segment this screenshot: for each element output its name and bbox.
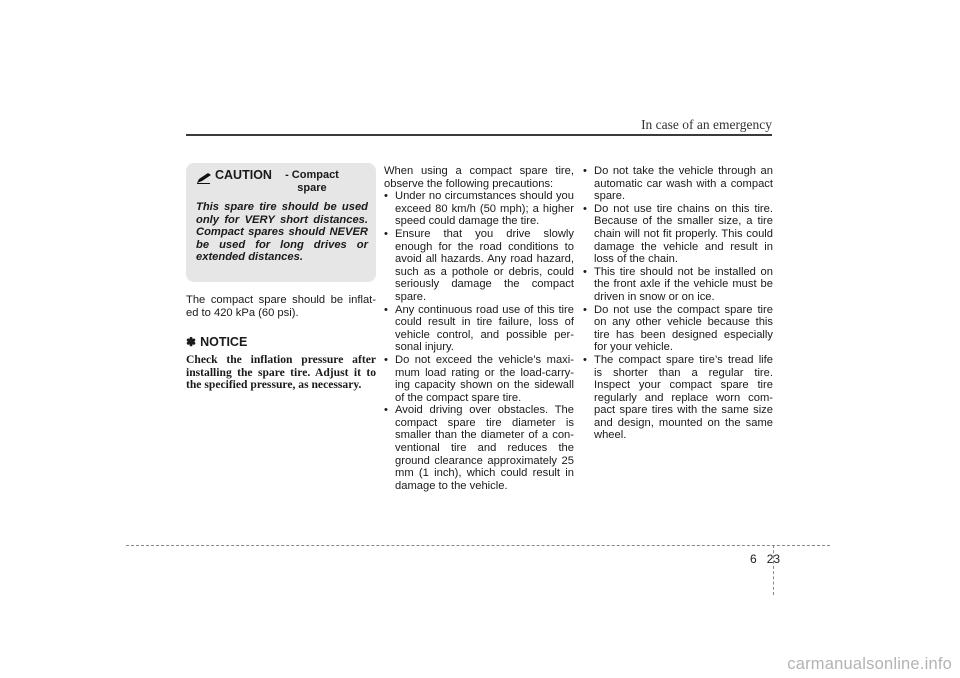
caution-label: CAUTION (215, 168, 272, 182)
list-item: • Ensure that you drive slowly enough for the road conditions to avoid all hazards. Any road hazard, such as a pothole or debris, could seriously damage the compact spare. (384, 228, 574, 304)
list-item: • Do not use the compact spare tire on any other vehicle because this tire has been designed especially for your vehicle. (583, 304, 773, 354)
caution-box (186, 163, 376, 282)
chapter-number: 6 (750, 552, 757, 566)
list-item: • Do not exceed the vehicle’s maxi-mum load rating or the load-carry-ing capacity shown on the sidewall of the compact spare tire. (384, 354, 574, 404)
notice-header (186, 336, 376, 349)
precautions-intro: When using a compact spare tire, observe the following precautions: (384, 165, 574, 190)
header-rule (186, 134, 772, 136)
precautions-list (384, 190, 574, 492)
list-item: • Any continuous road use of this tire could result in tire failure, loss of vehicle control, and possible per-sonal injury. (384, 304, 574, 354)
page-number-value: 23 (766, 552, 781, 566)
caution-header (196, 169, 368, 194)
column-right (583, 165, 773, 442)
list-item: • Avoid driving over obstacles. The compact spare tire diameter is smaller than the diameter of a con-ventional tire and reduces the ground clearance approximately 25 mm (1 inch), which could result in damage to the vehicle. (384, 404, 574, 492)
pencil-icon (196, 172, 212, 184)
caution-subtitle: - Compact spare (285, 169, 339, 194)
list-item: • Do not use tire chains on this tire. Because of the smaller size, a tire chain will not fit properly. This could damage the vehicle and result in loss of the chain. (583, 203, 773, 266)
section-title: In case of an emergency (641, 117, 772, 132)
asterisk-icon: ✽ (186, 335, 197, 350)
notice-text: Check the inflation pressure after installing the spare tire. Adjust it to the specified pressure, as necessary. (186, 352, 376, 392)
watermark[interactable]: carmanualsonline.info (787, 655, 952, 673)
column-left (186, 165, 376, 392)
inflation-text: The compact spare should be inflat-ed to 420 kPa (60 psi). (186, 294, 376, 319)
list-item: • This tire should not be installed on the front axle if the vehicle must be driven in snow or on ice. (583, 266, 773, 304)
precautions-list-continued (583, 165, 773, 442)
list-item: • Under no circumstances should you exceed 80 km/h (50 mph); a higher speed could damage the tire. (384, 190, 574, 228)
notice-label: NOTICE (200, 335, 248, 350)
list-item: • The compact spare tire’s tread life is shorter than a regular tire. Inspect your compact spare tire regularly and replace worn com-pact spare tires with the same size and design, mounted on the same wheel. (583, 354, 773, 442)
column-middle (384, 165, 574, 492)
page-number (750, 552, 780, 566)
footer-rule (126, 545, 830, 546)
caution-text: This spare tire should be used only for VERY short distances. Compact spares should NEVER be used for long drives or extended distances. (196, 201, 368, 264)
list-item: • Do not take the vehicle through an automatic car wash with a compact spare. (583, 165, 773, 203)
